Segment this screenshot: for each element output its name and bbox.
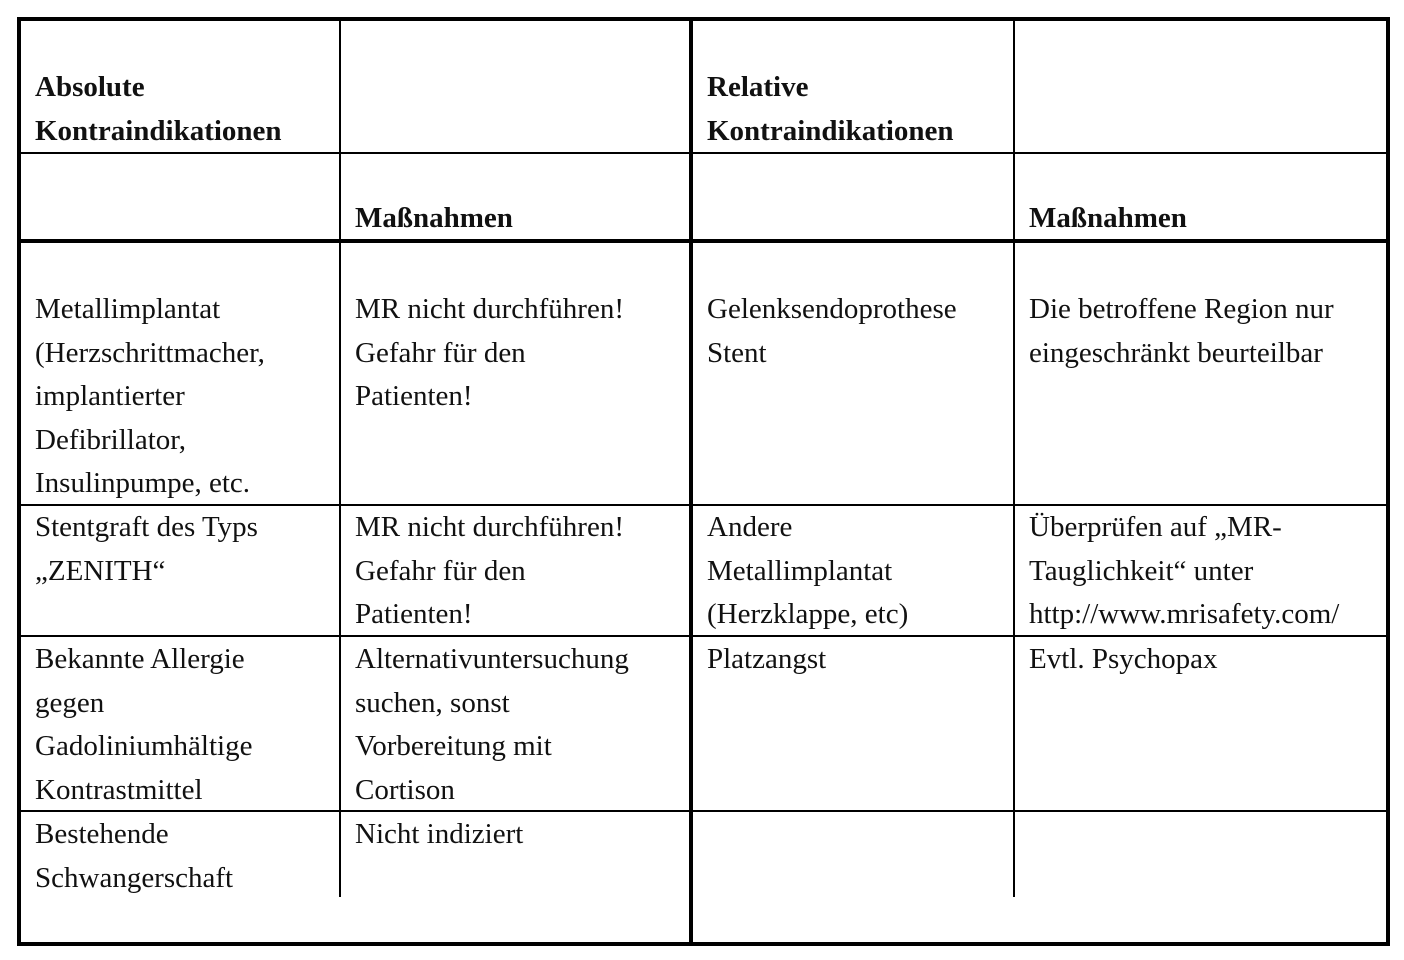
table-cell: Gelenksendoprothese Stent: [707, 293, 957, 369]
table-cell: Überprüfen auf „MR- Tauglichkeit“ unter http://www.mrisafety.com/: [1029, 511, 1340, 630]
col-divider-1: [339, 17, 341, 897]
table-cell: Evtl. Psychopax: [1029, 643, 1218, 675]
col-divider-3: [1013, 17, 1015, 897]
table-cell: Bekannte Allergie gegen Gadoliniumhältige Kontrastmittel: [35, 643, 253, 806]
table-cell: Platzangst: [707, 643, 827, 675]
table-cell: Die betroffene Region nur eingeschränkt beurteilbar: [1029, 293, 1334, 369]
relative-measures-heading: Maßnahmen: [1029, 202, 1187, 234]
table-cell: Andere Metallimplantat (Herzklappe, etc): [707, 511, 909, 630]
col-divider-center: [689, 17, 693, 946]
absolute-measures-heading: Maßnahmen: [355, 202, 513, 234]
table-cell: Alternativuntersuchung suchen, sonst Vorbereitung mit Cortison: [355, 643, 629, 806]
table-cell: Stentgraft des Typs „ZENITH“: [35, 511, 258, 587]
absolute-contraindications-heading: Absolute Kontraindikationen: [35, 71, 282, 147]
table-cell: Metallimplantat (Herzschrittmacher, implantierter Defibrillator, Insulinpumpe, etc.: [35, 293, 265, 499]
table-cell: Nicht indiziert: [355, 818, 524, 850]
table-cell: Bestehende Schwangerschaft: [35, 818, 234, 894]
table-cell: MR nicht durchführen! Gefahr für den Patienten!: [355, 293, 624, 412]
relative-contraindications-heading: Relative Kontraindikationen: [707, 71, 954, 147]
table-cell: MR nicht durchführen! Gefahr für den Patienten!: [355, 511, 624, 630]
